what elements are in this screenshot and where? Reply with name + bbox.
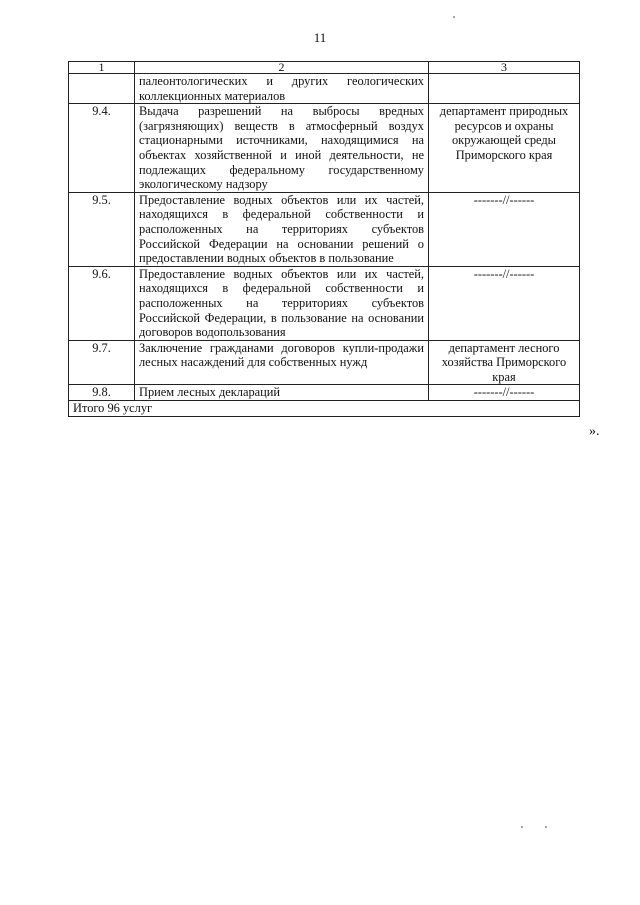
table-row bbox=[69, 266, 580, 340]
row-service-name: Предоставление водных объектов или их частей, находящихся в федеральной собственности и расположенных на территориях субъектов Российской Федерации, в пользование на основании договоров водопользования bbox=[135, 266, 429, 340]
row-number: 9.7. bbox=[69, 340, 135, 385]
row-service-name: Прием лесных деклараций bbox=[135, 385, 429, 401]
column-header-number: 1 bbox=[69, 62, 135, 74]
table-header-row bbox=[69, 62, 580, 74]
row-service-name: палеонтологических и других геологических коллекционных материалов bbox=[135, 74, 429, 104]
page-number: 11 bbox=[313, 30, 327, 45]
row-authority: -------//------ bbox=[429, 266, 580, 340]
row-number: 9.6. bbox=[69, 266, 135, 340]
row-authority bbox=[429, 74, 580, 104]
scan-speck bbox=[545, 826, 547, 828]
services-table bbox=[68, 61, 580, 417]
table-total-row bbox=[69, 401, 580, 417]
row-service-name: Предоставление водных объектов или их частей, находящихся в федеральной собственности и расположенных на территориях субъектов Российской Федерации на основании решений о предоставлении водных объектов в пользование bbox=[135, 192, 429, 266]
table-row bbox=[69, 340, 580, 385]
row-number: 9.5. bbox=[69, 192, 135, 266]
table-row bbox=[69, 385, 580, 401]
row-authority: -------//------ bbox=[429, 385, 580, 401]
table-row bbox=[69, 192, 580, 266]
table-row bbox=[69, 104, 580, 193]
row-authority: департамент природных ресурсов и охраны окружающей среды Приморского края bbox=[429, 104, 580, 193]
scan-speck bbox=[453, 16, 455, 18]
row-service-name: Выдача разрешений на выбросы вредных (загрязняющих) веществ в атмосферный воздух стационарными источниками, находящимися на объектах хозяйственной и иной деятельности, не подлежащих федеральному государственному экологическому надзору bbox=[135, 104, 429, 193]
row-authority: -------//------ bbox=[429, 192, 580, 266]
closing-quote-mark: ». bbox=[589, 424, 600, 439]
row-number: 9.8. bbox=[69, 385, 135, 401]
row-authority: департамент лесного хозяйства Приморского края bbox=[429, 340, 580, 385]
row-service-name: Заключение гражданами договоров купли-продажи лесных насаждений для собственных нужд bbox=[135, 340, 429, 385]
scan-speck bbox=[521, 826, 523, 828]
row-number bbox=[69, 74, 135, 104]
column-header-service: 2 bbox=[135, 62, 429, 74]
total-services: Итого 96 услуг bbox=[69, 401, 580, 417]
column-header-authority: 3 bbox=[429, 62, 580, 74]
table-row bbox=[69, 74, 580, 104]
row-number: 9.4. bbox=[69, 104, 135, 193]
